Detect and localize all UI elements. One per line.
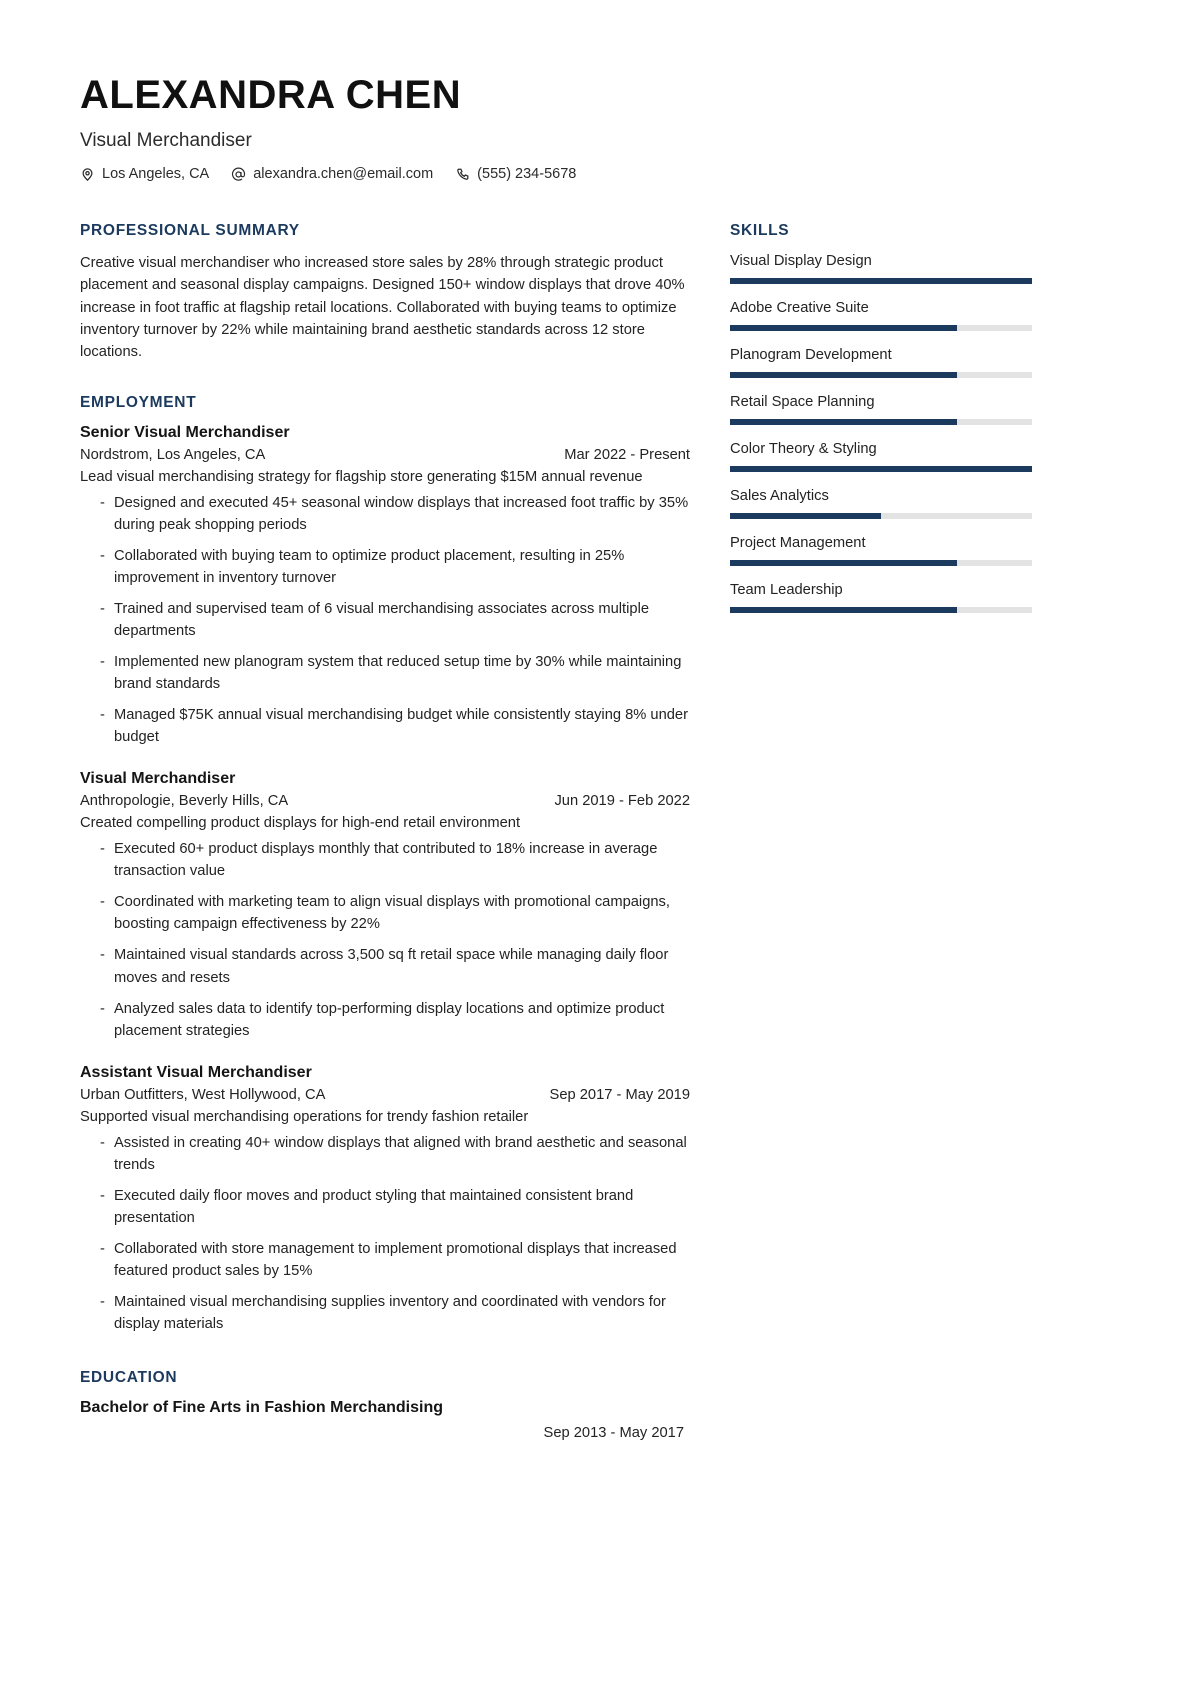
employment-entry xyxy=(80,1064,690,1335)
skill-name: Retail Space Planning xyxy=(730,394,875,410)
summary-text: Creative visual merchandiser who increased store sales by 28% through strategic product placement and seasonal display campaigns. Designed 150+ window displays that drove 40% increase in foot traffic at flagship retail locations. Collaborated with buying teams to optimize inventory turnover by 22% while maintaining brand aesthetic standards across 12 store locations. xyxy=(80,255,685,361)
job-company: Nordstrom, Los Angeles, CA xyxy=(80,446,266,463)
job-bullet: - Assisted in creating 40+ window displays that aligned with brand aesthetic and seasonal trends xyxy=(80,1132,690,1176)
job-description: Created compelling product displays for high-end retail environment xyxy=(80,815,521,832)
section-title-skills: SKILLS xyxy=(730,222,790,239)
skill-level-track xyxy=(730,607,1032,613)
contact-location xyxy=(80,166,209,182)
skill-level-fill xyxy=(730,560,957,566)
job-company: Anthropologie, Beverly Hills, CA xyxy=(80,793,289,810)
job-dates: Mar 2022 - Present xyxy=(564,446,690,463)
contact-phone-text: (555) 234-5678 xyxy=(477,166,577,182)
skill-level-fill xyxy=(730,325,957,331)
skill-level-fill xyxy=(730,513,881,519)
job-role: Assistant Visual Merchandiser xyxy=(80,1063,312,1081)
job-bullet: - Collaborated with buying team to optimize product placement, resulting in 25% improvement in inventory turnover xyxy=(80,545,690,589)
skill-name: Project Management xyxy=(730,535,866,551)
main-column xyxy=(80,222,690,1471)
skill-level-track xyxy=(730,325,1032,331)
location-pin-icon xyxy=(80,167,95,182)
skill-level-fill xyxy=(730,372,957,378)
contact-phone[interactable] xyxy=(455,166,576,182)
skill-level-track xyxy=(730,419,1032,425)
skill-item xyxy=(730,488,1040,519)
job-bullet-list xyxy=(80,838,690,1041)
section-title-education: EDUCATION xyxy=(80,1369,178,1387)
skill-item xyxy=(730,347,1040,378)
skill-name: Visual Display Design xyxy=(730,253,872,269)
skill-item xyxy=(730,300,1040,331)
job-meta xyxy=(80,793,690,809)
skill-level-track xyxy=(730,560,1032,566)
education-entry xyxy=(80,1399,690,1441)
employment-entry xyxy=(80,770,690,1041)
candidate-job-title: Visual Merchandiser xyxy=(80,130,252,151)
employment-entry xyxy=(80,424,690,749)
section-professional-summary xyxy=(80,222,690,364)
skill-level-fill xyxy=(730,419,957,425)
phone-icon xyxy=(455,167,470,182)
candidate-name: ALEXANDRA CHEN xyxy=(80,73,462,117)
skill-name: Planogram Development xyxy=(730,347,892,363)
skill-level-fill xyxy=(730,466,1032,472)
section-education xyxy=(80,1369,690,1441)
resume-header xyxy=(80,72,1100,182)
section-employment xyxy=(80,394,690,1335)
job-bullet: - Maintained visual standards across 3,500 sq ft retail space while managing daily floor moves and resets xyxy=(80,944,690,988)
job-bullet-list xyxy=(80,1132,690,1335)
job-dates: Sep 2017 - May 2019 xyxy=(549,1086,690,1103)
job-meta xyxy=(80,447,690,463)
job-bullet: - Analyzed sales data to identify top-performing display locations and optimize product placement strategies xyxy=(80,998,690,1042)
at-email-icon xyxy=(231,167,246,182)
job-bullet: - Coordinated with marketing team to align visual displays with promotional campaigns, boosting campaign effectiveness by 22% xyxy=(80,891,690,935)
skill-level-track xyxy=(730,513,1032,519)
job-bullet-list xyxy=(80,492,690,748)
job-bullet: - Maintained visual merchandising supplies inventory and coordinated with vendors for display materials xyxy=(80,1291,690,1335)
skill-item xyxy=(730,253,1040,284)
contact-email[interactable] xyxy=(231,166,433,182)
skill-level-track xyxy=(730,278,1032,284)
education-degree: Bachelor of Fine Arts in Fashion Merchandising xyxy=(80,1399,444,1417)
skill-item xyxy=(730,535,1040,566)
job-company: Urban Outfitters, West Hollywood, CA xyxy=(80,1086,326,1103)
skills-sidebar xyxy=(730,222,1040,629)
resume-body xyxy=(80,222,1100,1471)
job-dates: Jun 2019 - Feb 2022 xyxy=(554,793,690,810)
job-description: Lead visual merchandising strategy for flagship store generating $15M annual revenue xyxy=(80,468,643,485)
job-bullet: - Trained and supervised team of 6 visual merchandising associates across multiple departments xyxy=(80,598,690,642)
skill-level-fill xyxy=(730,278,1032,284)
skill-level-fill xyxy=(730,607,957,613)
job-bullet: - Managed $75K annual visual merchandising budget while consistently staying 8% under budget xyxy=(80,704,690,748)
job-bullet: - Designed and executed 45+ seasonal window displays that increased foot traffic by 35% during peak shopping periods xyxy=(80,492,690,536)
job-role: Senior Visual Merchandiser xyxy=(80,423,290,441)
contact-email-text: alexandra.chen@email.com xyxy=(253,166,434,182)
skill-item xyxy=(730,441,1040,472)
skill-level-track xyxy=(730,372,1032,378)
job-description: Supported visual merchandising operations for trendy fashion retailer xyxy=(80,1108,529,1125)
job-bullet: - Collaborated with store management to implement promotional displays that increased featured product sales by 15% xyxy=(80,1238,690,1282)
contact-location-text: Los Angeles, CA xyxy=(102,166,210,182)
job-bullet: - Implemented new planogram system that reduced setup time by 30% while maintaining brand standards xyxy=(80,651,690,695)
job-meta xyxy=(80,1087,690,1103)
education-dates: Sep 2013 - May 2017 xyxy=(543,1425,684,1442)
job-bullet: - Executed daily floor moves and product styling that maintained consistent brand presentation xyxy=(80,1185,690,1229)
skill-item xyxy=(730,582,1040,613)
section-title-summary: PROFESSIONAL SUMMARY xyxy=(80,222,300,239)
job-bullet: - Executed 60+ product displays monthly that contributed to 18% increase in average transaction value xyxy=(80,838,690,882)
skill-name: Sales Analytics xyxy=(730,488,829,504)
skill-name: Adobe Creative Suite xyxy=(730,300,869,316)
contact-row xyxy=(80,166,1100,182)
job-role: Visual Merchandiser xyxy=(80,770,236,788)
section-title-employment: EMPLOYMENT xyxy=(80,393,197,411)
skill-item xyxy=(730,394,1040,425)
skill-level-track xyxy=(730,466,1032,472)
skill-name: Team Leadership xyxy=(730,582,843,598)
skill-name: Color Theory & Styling xyxy=(730,441,877,457)
